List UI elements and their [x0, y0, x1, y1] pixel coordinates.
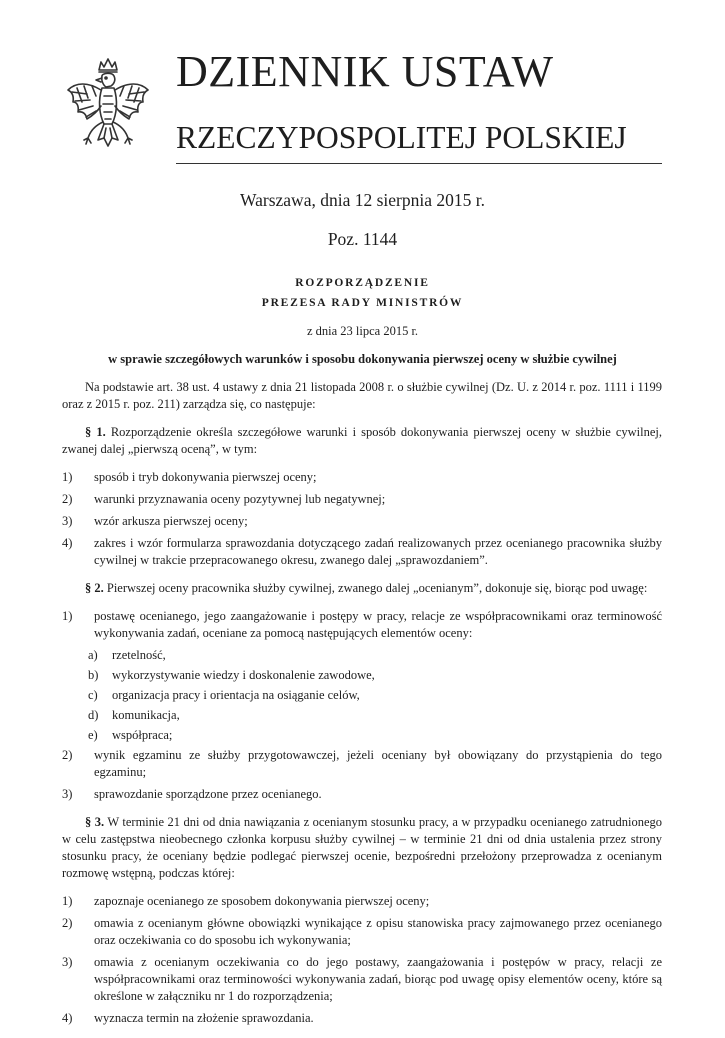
sub-item-text: komunikacja,	[112, 708, 180, 722]
list-item	[62, 786, 662, 803]
item-number: 3)	[62, 955, 73, 969]
list-item	[62, 954, 662, 1005]
section-mark: § 2.	[85, 581, 104, 595]
position-number: Poz. 1144	[327, 229, 398, 249]
section-mark: § 1.	[85, 425, 106, 439]
section-2	[62, 580, 662, 597]
sub-item	[88, 667, 662, 684]
document-date: z dnia 23 lipca 2015 r.	[306, 324, 419, 338]
journal-subtitle: RZECZYPOSPOLITEJ POLSKIEJ	[176, 120, 627, 155]
item-text: omawia z ocenianym główne obowiązki wynikające z opisu stanowiska pracy zajmowanego przez ocenianego oraz oczekiwania co do sposobu ich wykonywania;	[94, 916, 662, 947]
item-text: sposób i tryb dokonywania pierwszej oceny;	[94, 470, 317, 484]
section-text: W terminie 21 dni od dnia nawiązania z ocenianym stosunku pracy, a w przypadku ocenianego zatrudnionego w celu zastępstwa nieobecnego członka korpusu służby cywilnej – w terminie 21 dni od dnia ustalenia przez strony stosunku pracy, że oceniany będzie podlegać pierwszej ocenie, bezpośredni przełożony przeprowadza z ocenianym rozmowę wstępną, podczas której:	[62, 815, 662, 880]
item-text: wyznacza termin na złożenie sprawozdania.	[94, 1011, 314, 1025]
list-item	[62, 535, 662, 569]
sub-item-letter: c)	[88, 688, 98, 702]
item-text: zapoznaje ocenianego ze sposobem dokonywania pierwszej oceny;	[94, 894, 430, 908]
item-text: sprawozdanie sporządzone przez ocenianego.	[94, 787, 322, 801]
document-type: ROZPORZĄDZENIE	[295, 277, 430, 289]
sub-item-letter: a)	[88, 648, 98, 662]
sub-item-letter: b)	[88, 668, 99, 682]
item-number: 2)	[62, 492, 73, 506]
section-1	[62, 424, 662, 458]
item-number: 3)	[62, 787, 73, 801]
section-mark: § 3.	[85, 815, 105, 829]
item-text: zakres i wzór formularza sprawozdania dotyczącego zadań realizowanych przez ocenianego pracownika służby cywilnej w trakcie przepracowanego okresu, zwanego dalej „sprawozdaniem”.	[94, 536, 662, 567]
list-item	[62, 491, 662, 508]
sub-item-text: współpraca;	[112, 728, 173, 742]
document-subject: w sprawie szczegółowych warunków i sposobu dokonywania pierwszej oceny w służbie cywilnej	[108, 352, 617, 366]
list-item	[62, 469, 662, 486]
sub-item-text: organizacja pracy i orientacja na osiąganie celów,	[112, 688, 360, 702]
sub-item	[88, 707, 662, 724]
sub-item-text: wykorzystywanie wiedzy i doskonalenie zawodowe,	[112, 668, 375, 682]
sub-item-letter: d)	[88, 708, 99, 722]
header-divider	[176, 163, 662, 164]
item-text: warunki przyznawania oceny pozytywnej lub negatywnej;	[94, 492, 386, 506]
preamble: Na podstawie art. 38 ust. 4 ustawy z dnia 21 listopada 2008 r. o służbie cywilnej (Dz. U. z 2014 r. poz. 1111 i 1199 oraz z 2015 r. poz. 211) zarządza się, co następuje:	[62, 380, 662, 411]
list-item	[62, 513, 662, 530]
document-issuer: PREZESA RADY MINISTRÓW	[261, 297, 464, 309]
sub-item-letter: e)	[88, 728, 98, 742]
sub-item	[88, 687, 662, 704]
item-number: 1)	[62, 609, 73, 623]
item-text: wynik egzaminu ze służby przygotowawczej, jeżeli oceniany był obowiązany do przystąpienia do tego egzaminu;	[94, 748, 662, 779]
section-1-list	[62, 469, 662, 569]
section-2-list	[62, 608, 662, 803]
journal-title: DZIENNIK USTAW	[176, 47, 554, 96]
sub-item	[88, 647, 662, 664]
list-item	[62, 915, 662, 949]
item-number: 1)	[62, 470, 73, 484]
section-text: Rozporządzenie określa szczegółowe warunki i sposób dokonywania pierwszej oceny w służbie cywilnej, zwanej dalej „pierwszą oceną”, w tym:	[62, 425, 663, 456]
polish-eagle-emblem-icon	[62, 56, 154, 160]
list-item	[62, 893, 662, 910]
list-item	[62, 747, 662, 781]
item-text: wzór arkusza pierwszej oceny;	[94, 514, 248, 528]
section-3	[62, 814, 662, 882]
sub-item	[88, 727, 662, 744]
item-number: 2)	[62, 748, 73, 762]
item-text: omawia z ocenianym oczekiwania co do jego postawy, zaangażowania i postępów w pracy, relacji ze współpracownikami oraz terminowości wykonywania zadań, biorąc pod uwagę opisy elementów oceny, które są określone w załączniku nr 1 do rozporządzenia;	[94, 955, 662, 1003]
item-number: 1)	[62, 894, 73, 908]
item-number: 4)	[62, 1011, 73, 1025]
section-3-list	[62, 893, 662, 1027]
section-text: Pierwszej oceny pracownika służby cywilnej, zwanego dalej „ocenianym”, dokonuje się, biorąc pod uwagę:	[106, 581, 648, 595]
list-item	[62, 1010, 662, 1027]
item-text: postawę ocenianego, jego zaangażowanie i postępy w pracy, relacje ze współpracownikami oraz terminowość wykonywania zadań, oceniane za pomocą następujących elementów oceny:	[94, 609, 662, 640]
document-body	[62, 379, 662, 1038]
sub-item-text: rzetelność,	[112, 648, 166, 662]
item-number: 4)	[62, 536, 73, 550]
list-item	[62, 608, 662, 642]
item-number: 3)	[62, 514, 73, 528]
publication-date: Warszawa, dnia 12 sierpnia 2015 r.	[240, 190, 485, 210]
item-number: 2)	[62, 916, 73, 930]
